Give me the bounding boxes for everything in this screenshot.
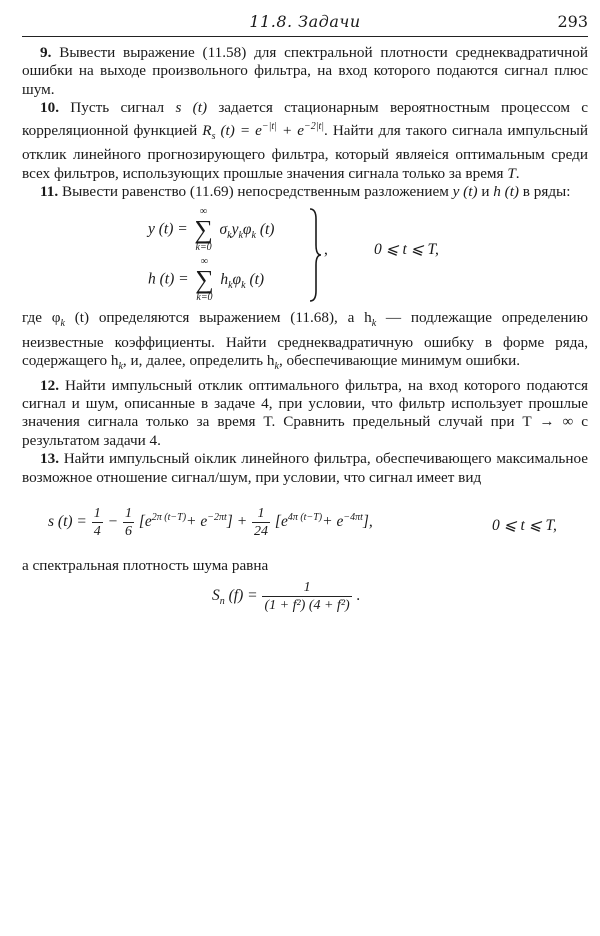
equation-noise-density <box>22 577 588 621</box>
math-lhs: y (t) = <box>148 220 188 238</box>
numerator: 1 <box>124 506 132 522</box>
math-sub: k <box>251 230 256 241</box>
problem-12 <box>22 377 588 451</box>
math-symbol: (f) = <box>228 587 258 605</box>
problem-text: , обеспечивающие минимум ошибки. <box>278 352 521 370</box>
math-symbol: + e <box>322 513 344 531</box>
problem-11 <box>22 183 588 201</box>
sum-sign <box>192 257 216 303</box>
sigma-symbol: ∑ <box>194 215 213 245</box>
math-symbol: φ <box>232 270 242 288</box>
problem-text: где φ <box>22 309 61 327</box>
math-symbol: + e <box>186 513 208 531</box>
math-inline <box>202 120 325 142</box>
fraction <box>262 579 351 614</box>
punct: . <box>356 587 361 605</box>
problem-text: Вывести равенство (11.69) непосредственным разложением <box>61 182 449 200</box>
sigma-symbol: ∑ <box>195 265 214 295</box>
range-condition: 0 ⩽ t ⩽ T, <box>374 241 439 259</box>
math-symbol: ], <box>362 513 373 531</box>
denominator: 4 <box>93 524 101 540</box>
math-inline: s (t) <box>175 99 207 117</box>
range-condition: 0 ⩽ t ⩽ T, <box>492 517 557 535</box>
problem-13 <box>22 450 588 487</box>
math-lhs: h (t) = <box>148 270 189 288</box>
section-title: 11.8. Задачи <box>249 12 361 31</box>
signal-formula <box>48 505 373 540</box>
problem-text: задается стационарным вероятностным процессом с корреляционной функцией <box>22 99 589 139</box>
noise-intro <box>22 557 588 575</box>
page-body <box>22 44 588 625</box>
page-header <box>22 10 588 37</box>
problem-text: и <box>481 182 490 200</box>
math-lhs: S <box>212 587 220 605</box>
math-symbol: R <box>202 121 212 139</box>
math-sup: −|t| <box>261 120 277 132</box>
math-symbol: φ <box>242 220 252 238</box>
math-rhs <box>220 270 265 291</box>
sum-upper: ∞ <box>200 206 208 218</box>
math-sup: −4πt <box>343 511 363 523</box>
math-symbol: (t) = e <box>220 121 262 139</box>
operator: − <box>107 513 119 531</box>
math-sub: k <box>241 280 246 291</box>
sum-upper: ∞ <box>200 256 209 268</box>
math-symbol: [e <box>274 513 288 531</box>
math-sub: k <box>228 280 233 291</box>
math-inline: T <box>507 164 516 182</box>
problem-11-cont <box>22 309 588 376</box>
math-inline: h (t) <box>493 182 519 200</box>
sum-lower: k=0 <box>195 242 212 254</box>
math-symbol: y <box>231 220 239 238</box>
denominator: (1 + f²) (4 + f²) <box>264 598 350 614</box>
equation-system-11 <box>22 201 588 309</box>
problem-text: (t) определяются выражением (11.68), а h <box>74 309 372 327</box>
equation-signal-13 <box>22 497 588 553</box>
problem-9 <box>22 44 588 99</box>
problem-number: 11. <box>40 182 59 200</box>
denominator: 6 <box>124 524 132 540</box>
problem-text: — подлежащие определению неизвестные коэффициенты. Найти среднеквадратичную ошибку в форме ряда, содержащего h <box>22 309 589 370</box>
right-brace-icon <box>308 207 322 303</box>
sum-lower: k=0 <box>196 292 213 304</box>
problem-text: Найти импульсный отклик оптимального фильтра, на вход которого подаются сигнал и шум, описанные в задаче 4, при условии, что фильтр использует прошлые значения сигнала только за время T. Сравнить предельный случай при T → ∞ с результатом задачи 4. <box>22 376 588 449</box>
problem-text: Найти импульсный оіклик линейного фильтра, обеспечивающего максимальное возможное отношение сигнал/шум, при условии, что сигнал имеет вид <box>22 450 589 486</box>
equation-h <box>148 257 264 303</box>
problem-text: Пусть сигнал <box>70 99 165 117</box>
math-sup: −2|t| <box>303 120 325 132</box>
math-rhs <box>219 220 275 241</box>
math-symbol: (t) <box>249 270 265 288</box>
math-sub: s <box>211 130 216 142</box>
math-symbol: [e <box>138 513 152 531</box>
math-sub: k <box>274 361 279 373</box>
sum-sign <box>192 207 216 253</box>
math-sub: n <box>219 596 225 608</box>
numerator: 1 <box>262 579 351 597</box>
math-symbol: (t) <box>259 220 275 238</box>
fraction <box>252 505 270 540</box>
problem-number: 9. <box>40 44 52 61</box>
math-sup: −2πt <box>207 511 227 523</box>
problem-number: 10. <box>40 99 59 117</box>
fraction <box>92 505 103 540</box>
fraction <box>123 505 134 540</box>
problem-10 <box>22 99 588 183</box>
problem-text: в ряды: <box>522 182 571 200</box>
math-sub: k <box>238 230 243 241</box>
noise-formula <box>212 579 360 614</box>
numerator: 1 <box>252 505 270 523</box>
punct: . <box>515 164 520 182</box>
math-symbol: + e <box>281 121 304 139</box>
denominator: 24 <box>254 524 269 540</box>
math-sup: 4π (t−T) <box>287 511 323 523</box>
math-sub: k <box>118 361 123 373</box>
math-symbol: σ <box>219 220 228 238</box>
problem-text: , и, далее, определить h <box>122 352 275 370</box>
equation-y <box>148 207 274 253</box>
problem-text: Вывести выражение (11.58) для спектральной плотности среднеквадратичной ошибки на выходе произвольного фильтра, на вход которого подаются сигнал плюс шум. <box>22 44 588 98</box>
math-lhs: s (t) = <box>48 513 87 531</box>
comma: , <box>324 241 328 259</box>
math-sub: k <box>227 230 232 241</box>
math-sup: 2π (t−T) <box>151 511 187 523</box>
numerator: 1 <box>93 506 101 522</box>
page-number: 293 <box>557 12 588 31</box>
problem-number: 13. <box>40 450 59 468</box>
math-symbol: ] + <box>226 513 248 531</box>
problem-text: а спектральная плотность шума равна <box>22 557 269 575</box>
math-symbol: h <box>220 270 229 288</box>
math-sub: k <box>60 318 65 330</box>
math-inline: y (t) <box>452 182 478 200</box>
math-sub: k <box>371 318 377 330</box>
problem-number: 12. <box>40 376 59 394</box>
problem-text: . Найти для такого сигнала импульсный отклик линейного прогнозирующего фильтра, который являеіся оптимальным среди всех фильтров, использующих прошлые значения сигнала только за время <box>22 121 588 182</box>
